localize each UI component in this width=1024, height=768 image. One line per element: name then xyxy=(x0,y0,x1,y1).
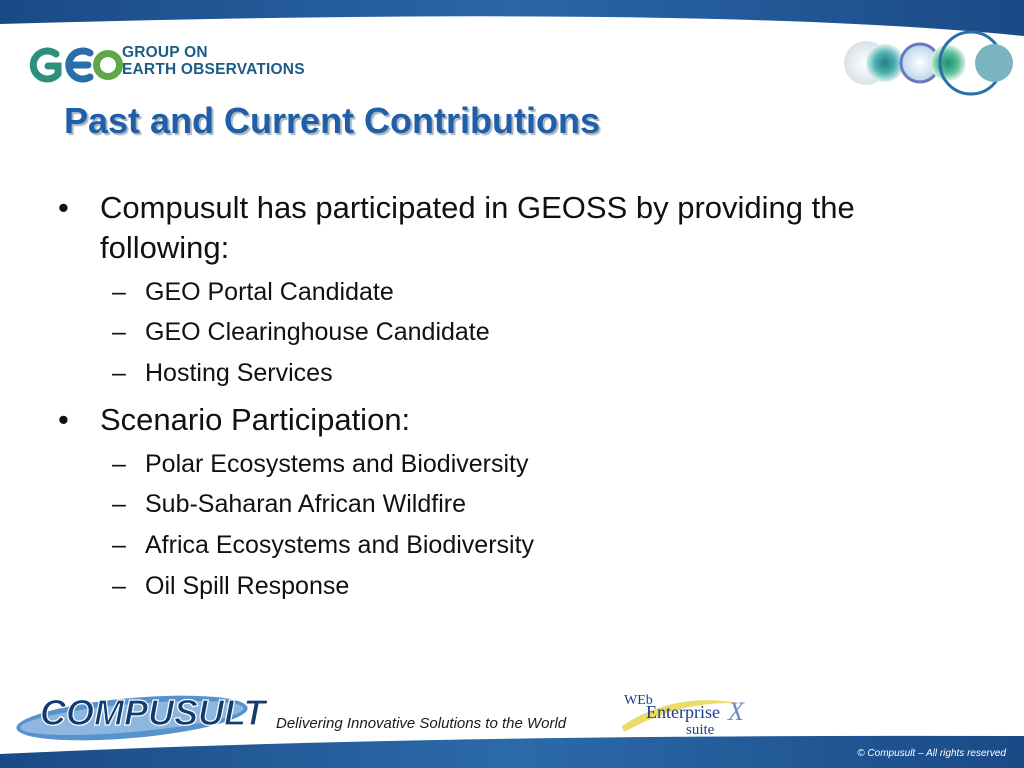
geoss-circles-icon xyxy=(838,30,1018,96)
sub-bullet-mark: – xyxy=(112,359,126,387)
bullet-text: Compusult has participated in GEOSS by providing the following: xyxy=(100,190,855,265)
sub-bullet-mark: – xyxy=(112,572,126,600)
footer-tagline: Delivering Innovative Solutions to the World xyxy=(276,715,567,732)
copyright-text: © Compusult – All rights reserved xyxy=(857,748,1006,759)
compusult-logo-icon xyxy=(14,682,274,744)
suite-line1: WEb xyxy=(624,693,653,708)
geo-org-line2: EARTH OBSERVATIONS xyxy=(122,61,305,78)
bullet-mark: • xyxy=(58,402,69,437)
sub-bullet-mark: – xyxy=(112,450,126,478)
sub-bullet-text: Africa Ecosystems and Biodiversity xyxy=(145,531,535,559)
sub-bullet-mark: – xyxy=(112,318,126,346)
sub-bullet-mark: – xyxy=(112,278,126,306)
bullet-text: Scenario Participation: xyxy=(100,402,411,437)
geo-org-line1: GROUP ON xyxy=(122,44,208,61)
web-enterprise-suite-logo-icon xyxy=(616,686,756,742)
suite-x: X xyxy=(728,697,744,726)
sub-bullet-mark: – xyxy=(112,490,126,518)
compusult-brand-text: COMPUSULT xyxy=(40,692,266,733)
sub-bullet-text: Sub-Saharan African Wildfire xyxy=(145,490,466,518)
sub-bullet-text: Polar Ecosystems and Biodiversity xyxy=(145,450,529,478)
sub-bullet-text: Oil Spill Response xyxy=(145,572,350,600)
suite-line2: Enterprise xyxy=(646,702,720,722)
slide-title: Past and Current Contributions xyxy=(64,100,601,141)
sub-bullet-text: GEO Clearinghouse Candidate xyxy=(145,318,490,346)
sub-bullet-text: Hosting Services xyxy=(145,359,333,387)
bullet-mark: • xyxy=(58,190,69,225)
sub-bullet-text: GEO Portal Candidate xyxy=(145,278,394,306)
sub-bullet-mark: – xyxy=(112,531,126,559)
suite-line3: suite xyxy=(686,722,715,738)
geo-org-name xyxy=(122,44,305,78)
